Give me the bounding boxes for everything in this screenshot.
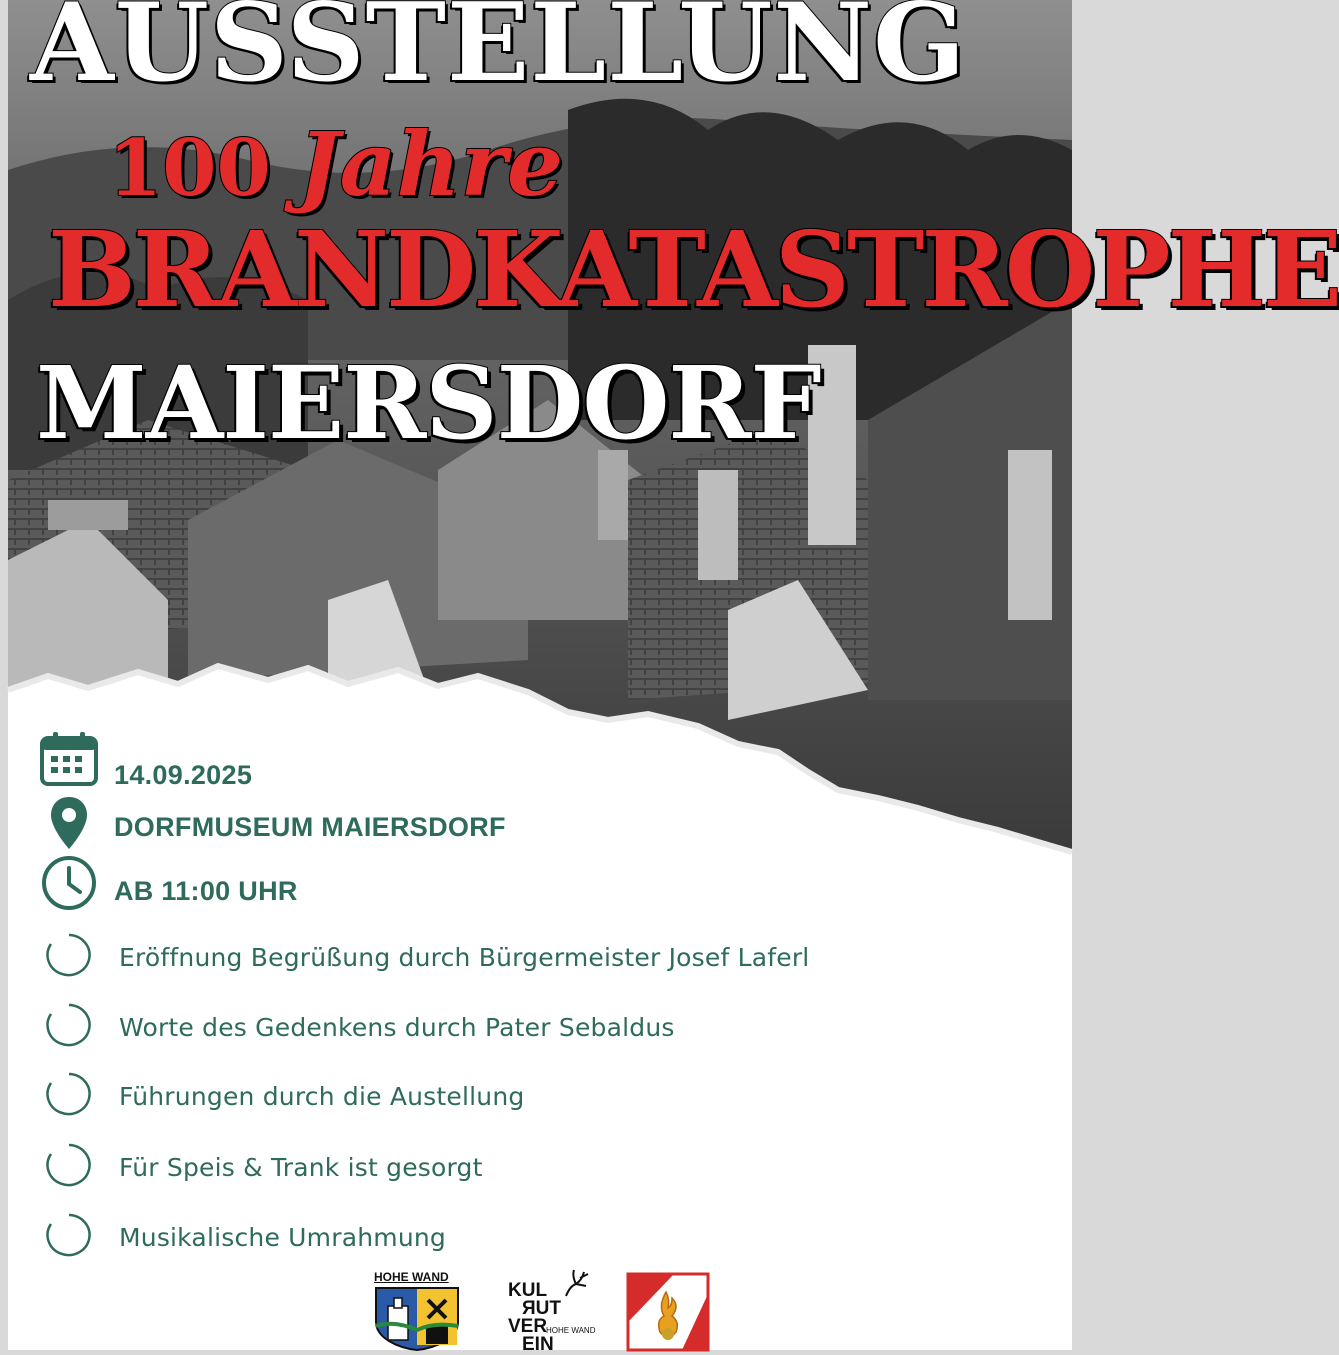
title-line-village: MAIERSDORF	[36, 344, 821, 462]
title-line-catastrophe: BRANDKATASTROPHE	[48, 208, 1339, 331]
event-time-row	[38, 852, 298, 914]
kulturverein-hohe-wand-logo	[504, 1268, 604, 1355]
event-date-row	[38, 726, 252, 791]
program-item	[44, 1002, 675, 1052]
circle-bullet-icon	[44, 932, 94, 982]
kulturverein-line: ЯUT	[522, 1298, 561, 1319]
circle-bullet-icon	[44, 1071, 94, 1121]
clock-icon	[38, 852, 100, 914]
event-date: 14.09.2025	[114, 760, 253, 790]
program-item	[44, 932, 809, 982]
title-anniversary-number: 100	[108, 123, 271, 214]
event-location-row	[38, 792, 506, 854]
title-line-exhibition: AUSSTELLUNG	[30, 0, 967, 106]
title-line-anniversary	[108, 112, 563, 216]
program-item-text: Führungen durch die Austellung	[119, 1081, 525, 1111]
event-time: AB 11:00 UHR	[114, 875, 298, 906]
kulturverein-subtitle: HOHE WAND	[546, 1326, 596, 1335]
program-item-text: Musikalische Umrahmung	[119, 1222, 446, 1252]
circle-bullet-icon	[44, 1212, 94, 1262]
fire-brigade-shield-icon	[626, 1272, 710, 1350]
kulturverein-line: EIN	[522, 1334, 554, 1355]
program-item	[44, 1142, 483, 1192]
kulturverein-line: KUL	[508, 1280, 548, 1301]
program-item-text: Worte des Gedenkens durch Pater Sebaldus	[119, 1012, 675, 1042]
hohe-wand-caption: HOHE WAND	[374, 1270, 449, 1284]
hohe-wand-coat-of-arms-logo	[372, 1268, 462, 1350]
event-location: DORFMUSEUM MAIERSDORF	[114, 811, 506, 842]
kulturverein-line: VER	[508, 1316, 548, 1337]
program-item-text: Für Speis & Trank ist gesorgt	[119, 1152, 483, 1182]
circle-bullet-icon	[44, 1002, 94, 1052]
location-pin-icon	[38, 792, 100, 854]
program-item	[44, 1212, 446, 1262]
fire-brigade-logo	[626, 1272, 710, 1350]
program-item	[44, 1071, 524, 1121]
circle-bullet-icon	[44, 1142, 94, 1192]
title-anniversary-word: Jahre	[297, 112, 563, 216]
coat-of-arms-shield-icon	[374, 1286, 460, 1350]
calendar-icon	[38, 728, 100, 790]
event-poster	[8, 0, 1339, 1355]
program-item-text: Eröffnung Begrüßung durch Bürgermeister Josef Laferl	[119, 942, 810, 972]
deer-antler-icon	[556, 1268, 592, 1298]
